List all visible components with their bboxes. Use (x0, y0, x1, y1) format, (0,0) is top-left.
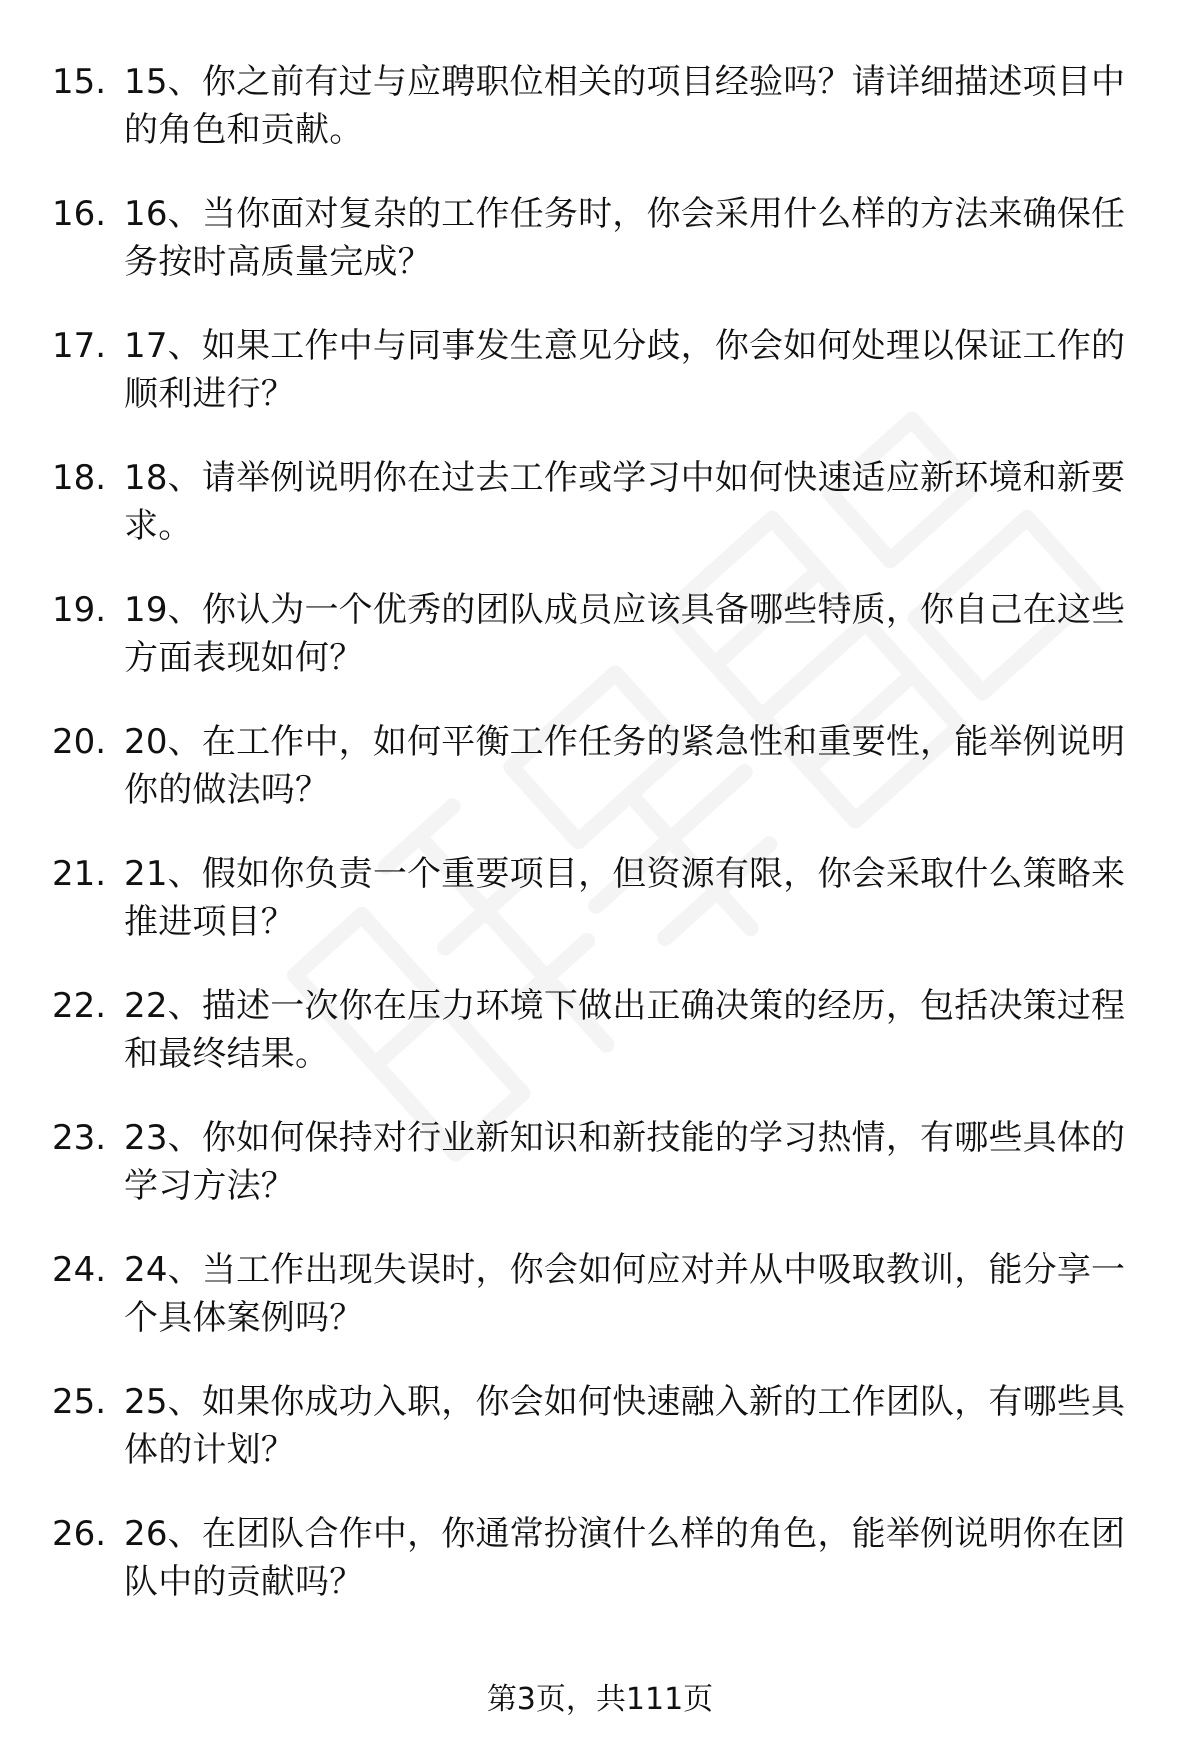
question-text: 15、你之前有过与应聘职位相关的项目经验吗？请详细描述项目中的角色和贡献。 (124, 62, 1126, 150)
question-list (52, 58, 1152, 1642)
question-item (52, 850, 1152, 982)
question-number: 26. (52, 1514, 107, 1554)
question-number: 21. (52, 854, 107, 894)
question-item (52, 1246, 1152, 1378)
question-text: 16、当你面对复杂的工作任务时，你会采用什么样的方法来确保任务按时高质量完成？ (124, 194, 1126, 282)
question-item (52, 190, 1152, 322)
question-number: 20. (52, 722, 107, 762)
question-item (52, 982, 1152, 1114)
question-text: 24、当工作出现失误时，你会如何应对并从中吸取教训，能分享一个具体案例吗？ (124, 1250, 1126, 1338)
question-item (52, 58, 1152, 190)
question-number: 25. (52, 1382, 107, 1422)
question-number: 17. (52, 326, 107, 366)
question-text: 26、在团队合作中，你通常扮演什么样的角色，能举例说明你在团队中的贡献吗？ (124, 1514, 1126, 1602)
question-item (52, 1510, 1152, 1642)
question-text: 18、请举例说明你在过去工作或学习中如何快速适应新环境和新要求。 (124, 458, 1126, 546)
question-item (52, 718, 1152, 850)
question-number: 23. (52, 1118, 107, 1158)
question-text: 21、假如你负责一个重要项目，但资源有限，你会采取什么策略来推进项目？ (124, 854, 1126, 942)
page-footer: 第3页，共111页 (486, 1682, 714, 1717)
question-number: 24. (52, 1250, 107, 1290)
question-text: 22、描述一次你在压力环境下做出正确决策的经历，包括决策过程和最终结果。 (124, 986, 1126, 1074)
question-text: 23、你如何保持对行业新知识和新技能的学习热情，有哪些具体的学习方法？ (124, 1118, 1126, 1206)
question-text: 19、你认为一个优秀的团队成员应该具备哪些特质，你自己在这些方面表现如何？ (124, 590, 1126, 678)
question-number: 15. (52, 62, 107, 102)
question-text: 20、在工作中，如何平衡工作任务的紧急性和重要性，能举例说明你的做法吗？ (124, 722, 1126, 810)
question-number: 19. (52, 590, 107, 630)
question-item (52, 454, 1152, 586)
question-item (52, 322, 1152, 454)
question-item (52, 1378, 1152, 1510)
question-number: 22. (52, 986, 107, 1026)
question-item (52, 586, 1152, 718)
question-text: 17、如果工作中与同事发生意见分歧，你会如何处理以保证工作的顺利进行？ (124, 326, 1126, 414)
question-number: 18. (52, 458, 107, 498)
question-text: 25、如果你成功入职，你会如何快速融入新的工作团队，有哪些具体的计划？ (124, 1382, 1126, 1470)
question-item (52, 1114, 1152, 1246)
question-number: 16. (52, 194, 107, 234)
